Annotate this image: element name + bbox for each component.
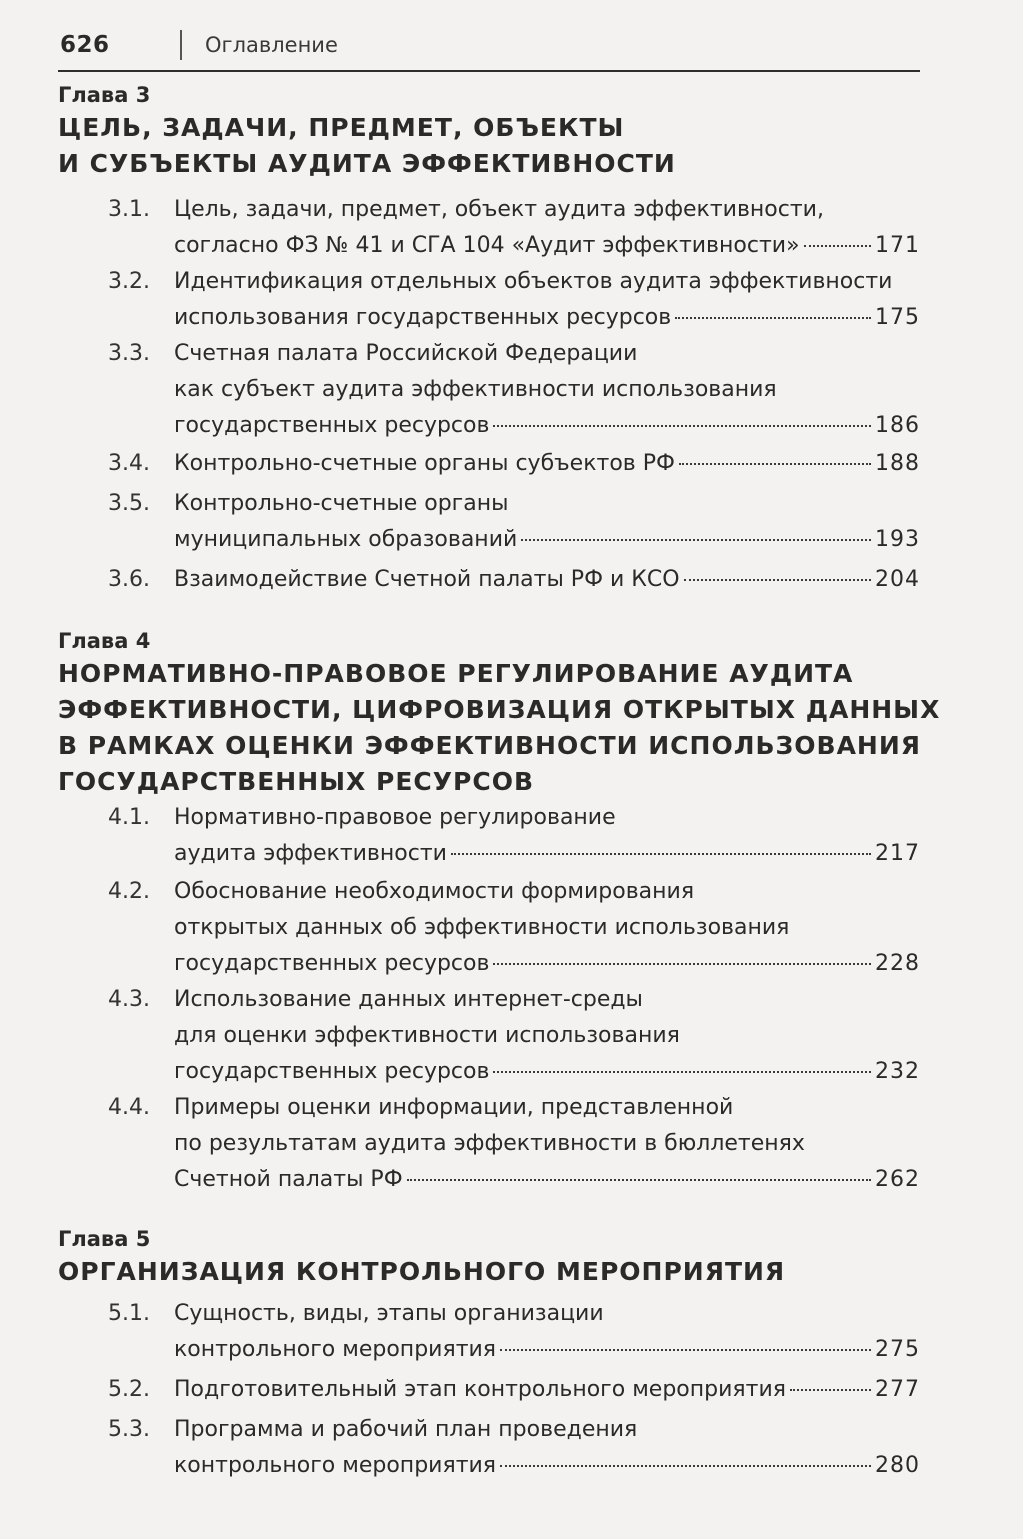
entry-text-line: государственных ресурсов (174, 413, 490, 438)
chapter-title-line: ОРГАНИЗАЦИЯ КОНТРОЛЬНОГО МЕРОПРИЯТИЯ (58, 1257, 786, 1286)
entry-number: 4.1. (108, 805, 150, 830)
chapter-title-line: НОРМАТИВНО-ПРАВОВОЕ РЕГУЛИРОВАНИЕ АУДИТА (58, 659, 854, 688)
entry-text-line: Подготовительный этап контрольного мероприятия (174, 1377, 786, 1402)
dot-leader (684, 579, 871, 581)
dot-leader (790, 1389, 871, 1391)
entry-page: 171 (875, 233, 920, 258)
chapter-label: Глава 3 (58, 83, 151, 107)
dot-leader (493, 963, 871, 965)
entry-page: 275 (875, 1337, 920, 1362)
entry-page: 232 (875, 1059, 920, 1084)
entry-text-line: использования государственных ресурсов (174, 305, 672, 330)
entry-number: 4.2. (108, 879, 150, 904)
dot-leader (804, 245, 871, 247)
entry-text-line: государственных ресурсов (174, 1059, 490, 1084)
entry-text-line: аудита эффективности (174, 841, 447, 866)
entry-text-line: Обоснование необходимости формирования (174, 879, 695, 904)
entry-number: 3.1. (108, 197, 150, 222)
entry-page: 228 (875, 951, 920, 976)
entry-text-line: контрольного мероприятия (174, 1453, 497, 1478)
entry-number: 4.3. (108, 987, 150, 1012)
entry-text-line: Примеры оценки информации, представленной (174, 1095, 734, 1120)
header-separator (180, 30, 182, 60)
entry-number: 3.6. (108, 567, 150, 592)
dot-leader (521, 539, 871, 541)
entry-text-line: Взаимодействие Счетной палаты РФ и КСО (174, 567, 680, 592)
chapter-5 (58, 1226, 928, 1290)
entry-number: 5.1. (108, 1301, 150, 1326)
entry-number: 3.4. (108, 451, 150, 476)
entry-number: 3.5. (108, 491, 150, 516)
entry-page: 280 (875, 1453, 920, 1478)
chapter-title-line: В РАМКАХ ОЦЕНКИ ЭФФЕКТИВНОСТИ ИСПОЛЬЗОВАНИЯ (58, 731, 922, 760)
header-title: Оглавление (205, 33, 338, 57)
entry-text-line: как субъект аудита эффективности использования (174, 377, 777, 402)
dot-leader (675, 317, 871, 319)
dot-leader (493, 425, 871, 427)
entry-page: 277 (875, 1377, 920, 1402)
entry-page: 188 (875, 451, 920, 476)
entry-text-line: Программа и рабочий план проведения (174, 1417, 638, 1442)
dot-leader (500, 1349, 871, 1351)
chapter-title (58, 656, 941, 800)
dot-leader (500, 1465, 871, 1467)
chapter-label: Глава 4 (58, 629, 151, 653)
running-header (58, 30, 920, 72)
entry-number: 5.2. (108, 1377, 150, 1402)
entry-text-line: Идентификация отдельных объектов аудита эффективности (174, 269, 893, 294)
entry-text-line: Цель, задачи, предмет, объект аудита эффективности, (174, 197, 824, 222)
entry-number: 3.2. (108, 269, 150, 294)
chapter-title-line: ЭФФЕКТИВНОСТИ, ЦИФРОВИЗАЦИЯ ОТКРЫТЫХ ДАННЫХ (58, 695, 941, 724)
chapter-title-line: ГОСУДАРСТВЕННЫХ РЕСУРСОВ (58, 767, 535, 796)
entry-number: 4.4. (108, 1095, 150, 1120)
dot-leader (451, 853, 871, 855)
dot-leader (493, 1071, 871, 1073)
entry-text-line: Сущность, виды, этапы организации (174, 1301, 604, 1326)
page-number: 626 (60, 32, 110, 58)
entry-page: 217 (875, 841, 920, 866)
entry-text-line: государственных ресурсов (174, 951, 490, 976)
entry-text-line: Использование данных интернет-среды (174, 987, 643, 1012)
chapter-4 (58, 628, 941, 800)
entry-page: 186 (875, 413, 920, 438)
entry-text-line: Нормативно-правовое регулирование (174, 805, 616, 830)
entry-number: 5.3. (108, 1417, 150, 1442)
entry-page: 193 (875, 527, 920, 552)
entry-text-line: Счетная палата Российской Федерации (174, 341, 638, 366)
entry-page: 204 (875, 567, 920, 592)
entry-text-line: муниципальных образований (174, 527, 518, 552)
chapter-title (58, 1254, 928, 1290)
entry-page: 262 (875, 1167, 920, 1192)
entry-text-line: согласно ФЗ № 41 и СГА 104 «Аудит эффективности» (174, 233, 800, 258)
chapter-label: Глава 5 (58, 1227, 151, 1251)
chapter-3 (58, 82, 928, 182)
entry-text-line: по результатам аудита эффективности в бюллетенях (174, 1131, 805, 1156)
entry-text-line: для оценки эффективности использования (174, 1023, 680, 1048)
dot-leader (679, 463, 871, 465)
entry-text-line: Счетной палаты РФ (174, 1167, 403, 1192)
chapter-title (58, 110, 928, 182)
chapter-title-line: ЦЕЛЬ, ЗАДАЧИ, ПРЕДМЕТ, ОБЪЕКТЫ (58, 113, 625, 142)
entry-number: 3.3. (108, 341, 150, 366)
entry-text-line: Контрольно-счетные органы (174, 491, 509, 516)
entry-text-line: открытых данных об эффективности использования (174, 915, 790, 940)
entry-text-line: контрольного мероприятия (174, 1337, 497, 1362)
entry-page: 175 (875, 305, 920, 330)
entry-text-line: Контрольно-счетные органы субъектов РФ (174, 451, 675, 476)
chapter-title-line: И СУБЪЕКТЫ АУДИТА ЭФФЕКТИВНОСТИ (58, 149, 676, 178)
dot-leader (407, 1179, 871, 1181)
